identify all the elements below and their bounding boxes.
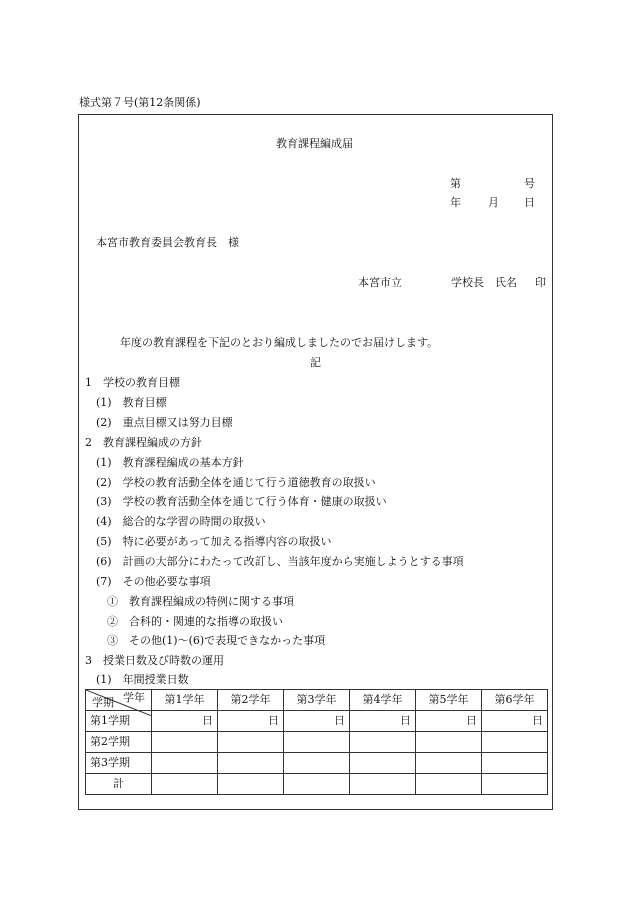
sub-item: ② 合科的・関連的な指導の取扱い (107, 615, 283, 628)
date-month: 月 (488, 196, 499, 209)
table-cell (350, 774, 416, 795)
table-cell (218, 753, 284, 774)
row-header: 第3学期 (86, 753, 152, 774)
table-cell (416, 732, 482, 753)
table-cell: 日 (482, 711, 548, 732)
column-header: 第4学年 (350, 690, 416, 711)
section-item: (7) その他必要な事項 (96, 575, 211, 588)
table-cell (218, 774, 284, 795)
doc-number-prefix: 第 (450, 177, 461, 190)
section-item: (2) 学校の教育活動全体を通じて行う道徳教育の取扱い (96, 476, 376, 489)
table-cell (482, 774, 548, 795)
sub-item: ① 教育課程編成の特例に関する事項 (107, 595, 294, 608)
table-row (86, 753, 548, 774)
page-title: 教育課程編成届 (276, 137, 353, 150)
table-corner-cell (86, 690, 152, 711)
section-heading: 3 授業日数及び時数の運用 (85, 654, 224, 667)
table-cell (416, 774, 482, 795)
column-header: 第5学年 (416, 690, 482, 711)
table-cell (284, 732, 350, 753)
section-item: (6) 計画の大部分にわたって改訂し、当該年度から実施しようとする事項 (96, 555, 464, 568)
table-row (86, 711, 548, 732)
table-cell (416, 753, 482, 774)
date-year: 年 (450, 196, 461, 209)
form-number: 様式第７号(第12条関係) (79, 96, 201, 109)
table-row (86, 774, 548, 795)
table-cell (152, 753, 218, 774)
section-item: (4) 総合的な学習の時間の取扱い (96, 515, 266, 528)
sender-school: 本宮市立 (358, 276, 402, 289)
sender-principal: 学校長 氏名 (451, 276, 517, 289)
table-cell: 日 (416, 711, 482, 732)
table-cell (482, 753, 548, 774)
seal-mark: 印 (535, 276, 546, 289)
row-header: 第1学期 (86, 711, 152, 732)
table-cell (152, 774, 218, 795)
table-cell: 日 (284, 711, 350, 732)
table-cell (152, 732, 218, 753)
section-item: (2) 重点目標又は努力目標 (96, 416, 233, 429)
row-header: 第2学期 (86, 732, 152, 753)
table-cell (350, 732, 416, 753)
row-header: 計 (86, 774, 152, 795)
column-header: 第2学年 (218, 690, 284, 711)
column-header: 第1学年 (152, 690, 218, 711)
table-cell (350, 753, 416, 774)
column-header: 第6学年 (482, 690, 548, 711)
table-cell (218, 732, 284, 753)
table-cell: 日 (218, 711, 284, 732)
school-days-table (85, 689, 548, 795)
table-cell (284, 774, 350, 795)
section-heading: 2 教育課程編成の方針 (85, 436, 202, 449)
section-item: (1) 年間授業日数 (96, 673, 189, 686)
table-cell (284, 753, 350, 774)
sub-item: ③ その他(1)～(6)で表現できなかった事項 (107, 634, 326, 647)
table-row (86, 732, 548, 753)
corner-grade-label: 学年 (123, 691, 145, 704)
table-cell: 日 (152, 711, 218, 732)
column-header: 第3学年 (284, 690, 350, 711)
section-heading: 1 学校の教育目標 (85, 376, 180, 389)
addressee: 本宮市教育委員会教育長 様 (96, 236, 239, 249)
statement: 年度の教育課程を下記のとおり編成しましたのでお届けします。 (120, 336, 439, 349)
corner-term-label: 学期 (92, 696, 114, 709)
section-item: (1) 教育目標 (96, 396, 167, 409)
ki-heading: 記 (310, 356, 321, 369)
section-item: (5) 特に必要があって加える指導内容の取扱い (96, 535, 332, 548)
table-cell: 日 (350, 711, 416, 732)
doc-number-suffix: 号 (524, 177, 535, 190)
section-item: (3) 学校の教育活動全体を通じて行う体育・健康の取扱い (96, 495, 387, 508)
table-cell (482, 732, 548, 753)
section-item: (1) 教育課程編成の基本方針 (96, 456, 244, 469)
date-day: 日 (524, 196, 535, 209)
